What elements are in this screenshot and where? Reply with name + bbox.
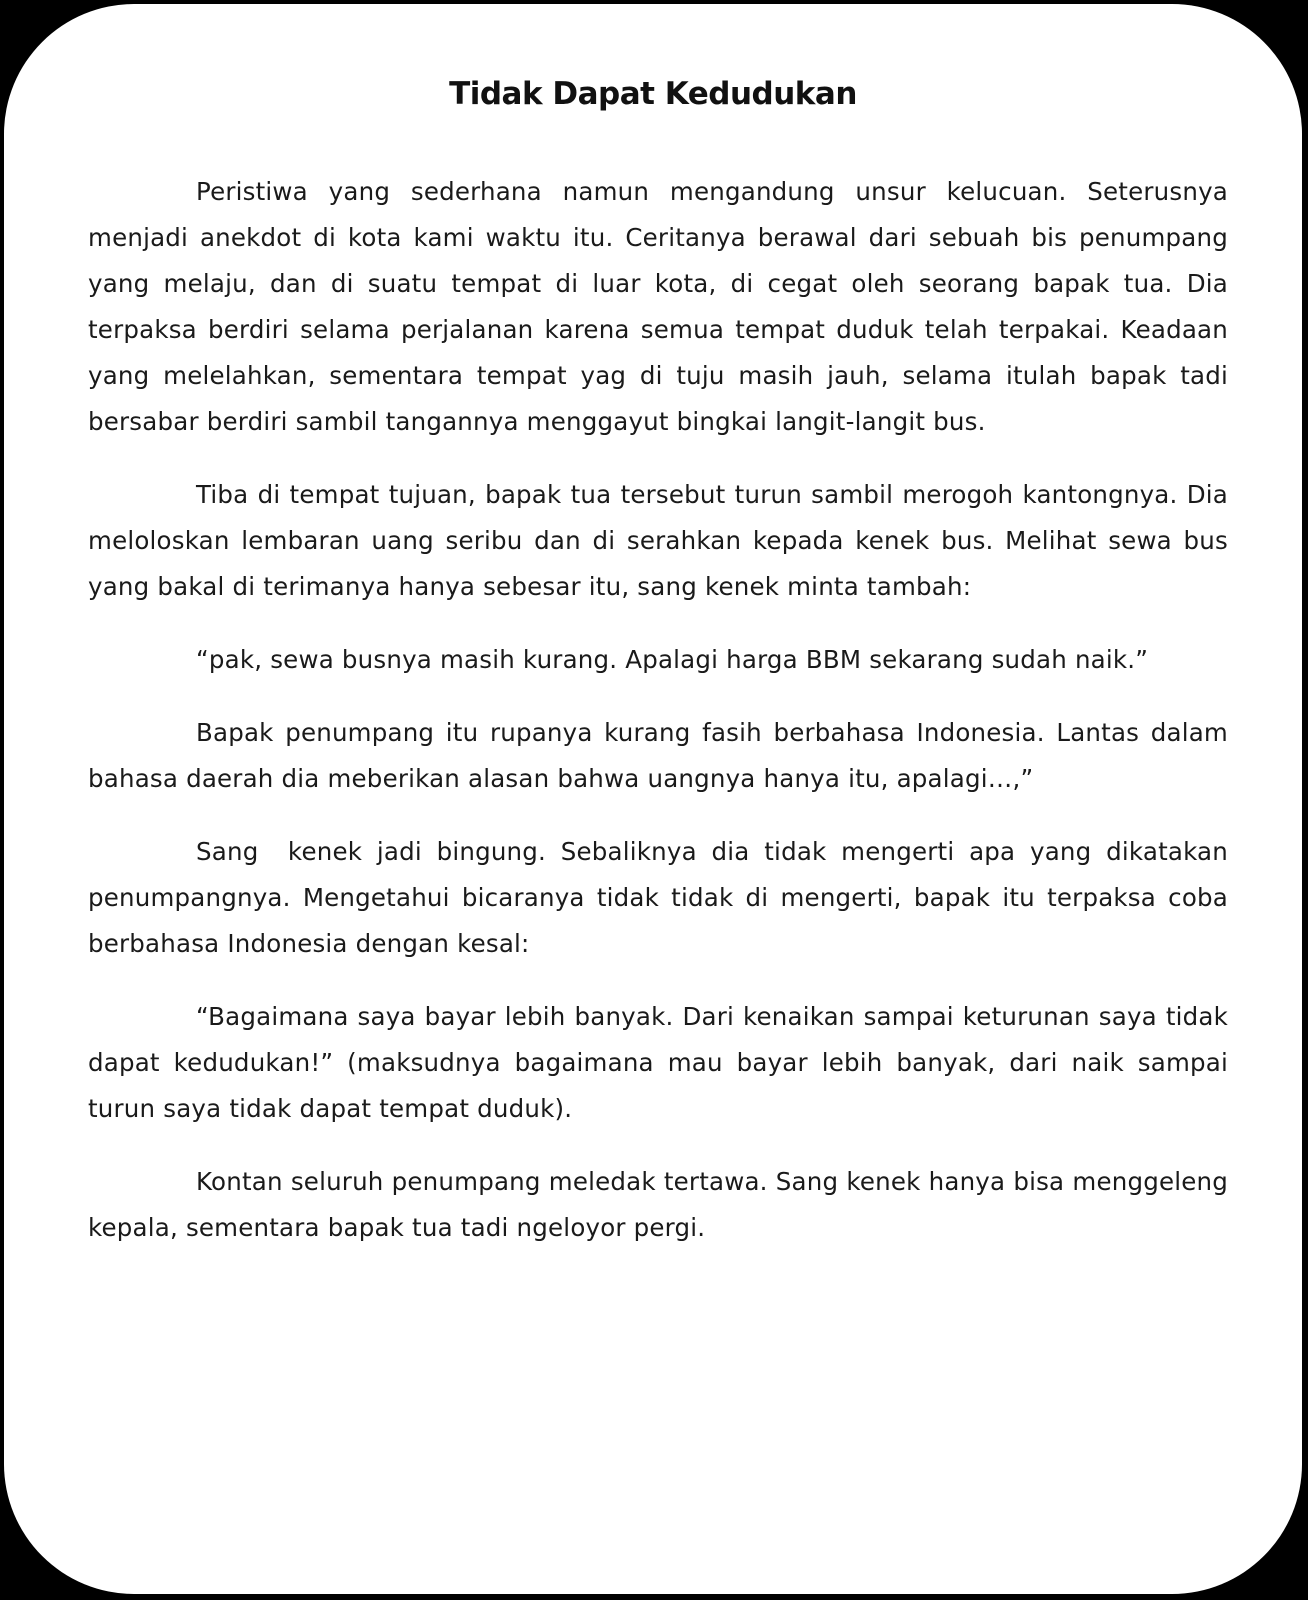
paragraph-6-quote: “Bagaimana saya bayar lebih banyak. Dari kenaikan sampai keturunan saya tidak dapat kedudukan!” (maksudnya bagaimana mau bayar lebih banyak, dari naik sampai turun saya tidak dapat tempat duduk). — [88, 1002, 1228, 1123]
paragraph-3-quote: “pak, sewa busnya masih kurang. Apalagi harga BBM sekarang sudah naik.” — [196, 645, 1149, 674]
paragraph-2: Tiba di tempat tujuan, bapak tua tersebut turun sambil merogoh kantongnya. Dia meloloskan lembaran uang seribu dan di serahkan kepada kenek bus. Melihat sewa bus yang bakal di terimanya hanya sebesar itu, sang kenek minta tambah: — [88, 480, 1228, 601]
paragraph-5: Sang kenek jadi bingung. Sebaliknya dia tidak mengerti apa yang dikatakan penumpangnya. Mengetahui bicaranya tidak tidak di mengerti, bapak itu terpaksa coba berbahasa Indonesia dengan kesal: — [88, 837, 1236, 958]
paragraph-7: Kontan seluruh penumpang meledak tertawa. Sang kenek hanya bisa menggeleng kepala, sementara bapak tua tadi ngeloyor pergi. — [88, 1167, 1228, 1242]
paragraph-1: Peristiwa yang sederhana namun mengandung unsur kelucuan. Seterusnya menjadi anekdot di kota kami waktu itu. Ceritanya berawal dari sebuah bis penumpang yang melaju, dan di suatu tempat di luar kota, di cegat oleh seorang bapak tua. Dia terpaksa berdiri selama perjalanan karena semua tempat duduk telah terpakai. Keadaan yang melelahkan, sementara tempat yag di tuju masih jauh, selama itulah bapak tadi bersabar berdiri sambil tangannya menggayut bingkai langit-langit bus. — [88, 177, 1228, 436]
document-page — [4, 4, 1302, 1594]
document-body — [88, 169, 1236, 1278]
paragraph-4: Bapak penumpang itu rupanya kurang fasih berbahasa Indonesia. Lantas dalam bahasa daerah dia meberikan alasan bahwa uangnya hanya itu, apalagi…,” — [88, 718, 1228, 793]
document-title: Tidak Dapat Kedudukan — [449, 76, 857, 112]
